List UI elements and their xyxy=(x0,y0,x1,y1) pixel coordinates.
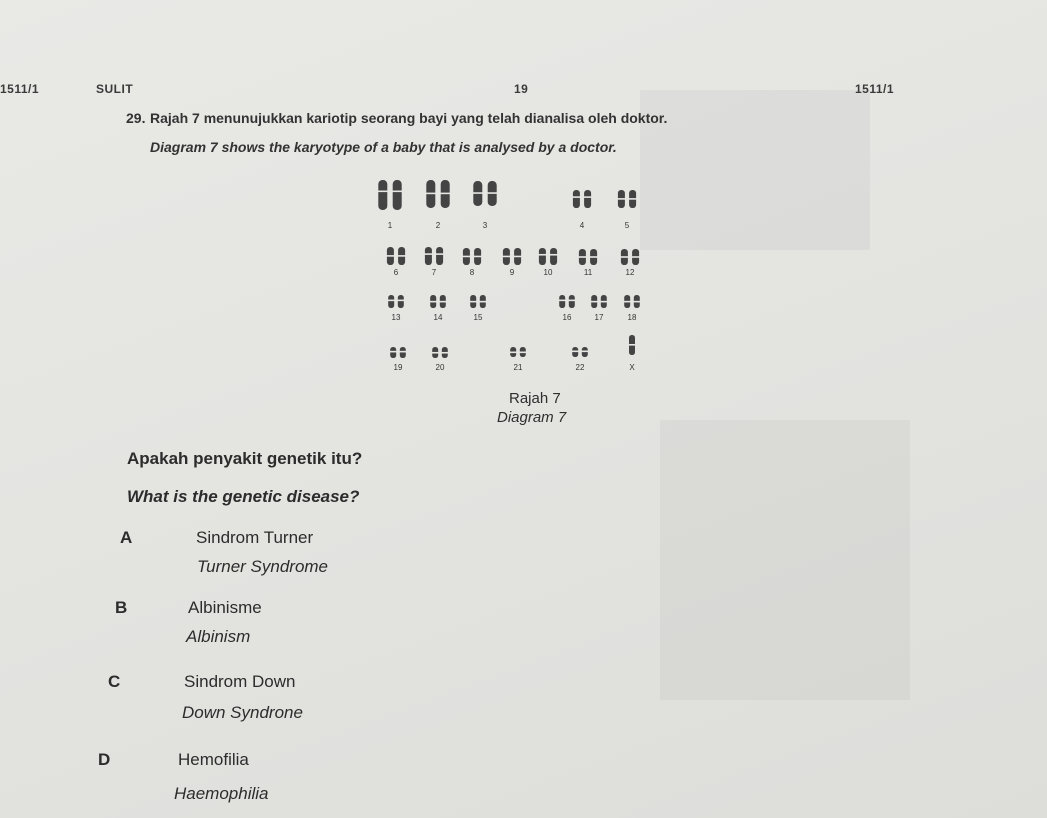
centromere xyxy=(629,344,636,346)
figure-caption-english: Diagram 7 xyxy=(497,409,567,426)
option-text-english: Turner Syndrome xyxy=(197,557,329,576)
chromosome-label: 7 xyxy=(431,268,437,277)
chromatid-1 xyxy=(425,247,432,265)
centromere xyxy=(462,256,470,258)
chromosome-label: 22 xyxy=(575,363,585,372)
centromere xyxy=(591,301,598,303)
chromosome-label: 16 xyxy=(562,313,572,322)
chromosome-1 xyxy=(378,180,402,210)
question-number: 29. xyxy=(126,110,146,126)
chromosome-label: 1 xyxy=(387,221,393,230)
chromosome-22 xyxy=(572,347,589,357)
centromere xyxy=(378,191,388,193)
centromere xyxy=(440,193,450,195)
option-text-malay: Sindrom Turner xyxy=(196,528,314,547)
chromosome-3 xyxy=(473,181,497,206)
chromatid-2 xyxy=(584,190,591,208)
chromatid-2 xyxy=(393,180,402,210)
centromere xyxy=(474,256,482,258)
chromatid-2 xyxy=(569,295,575,308)
chromosome-label: 2 xyxy=(435,221,441,230)
centromere xyxy=(581,351,588,353)
chromosome-label: 3 xyxy=(482,221,488,230)
centromere xyxy=(624,301,631,303)
chromosome-label: 14 xyxy=(433,313,443,322)
chromatid-1 xyxy=(388,295,394,308)
chromatid-1 xyxy=(573,190,580,208)
centromere xyxy=(620,256,628,258)
chromosome-label: 13 xyxy=(391,313,401,322)
option-letter: D xyxy=(98,750,111,769)
header-status: SULIT xyxy=(96,82,134,96)
centromere xyxy=(436,253,444,255)
centromere xyxy=(572,351,579,353)
chromatid-2 xyxy=(400,347,406,358)
chromosome-13 xyxy=(388,295,405,308)
centromere xyxy=(390,351,397,353)
centromere xyxy=(388,300,395,302)
bleed-through-shade xyxy=(640,90,870,250)
chromosome-label: 17 xyxy=(594,313,604,322)
centromere xyxy=(519,352,526,354)
centromere xyxy=(550,254,558,256)
centromere xyxy=(487,192,497,194)
centromere xyxy=(633,301,640,303)
chromosome-5 xyxy=(617,190,636,208)
centromere xyxy=(439,301,446,303)
chromatid-2 xyxy=(436,247,443,265)
figure-caption-malay: Rajah 7 xyxy=(509,390,561,407)
prompt-malay: Apakah penyakit genetik itu? xyxy=(127,449,363,468)
centromere xyxy=(399,351,406,353)
option-text-malay: Albinisme xyxy=(188,598,262,617)
chromatid-2 xyxy=(550,248,557,265)
chromosome-8 xyxy=(462,248,481,265)
centromere xyxy=(510,352,517,354)
centromere xyxy=(629,198,637,200)
option-text-english: Haemophilia xyxy=(174,784,269,803)
centromere xyxy=(502,256,510,258)
chromosome-7 xyxy=(424,247,443,265)
option-text-malay: Sindrom Down xyxy=(184,672,296,691)
centromere xyxy=(430,301,437,303)
chromosome-label: 8 xyxy=(469,268,475,277)
chromosome-label: 19 xyxy=(393,363,403,372)
bleed-through-shade xyxy=(660,420,910,700)
centromere xyxy=(426,193,436,195)
chromosome-x xyxy=(629,335,636,355)
centromere xyxy=(432,352,439,354)
centromere xyxy=(559,300,566,302)
centromere xyxy=(538,254,546,256)
option-text-english: Albinism xyxy=(186,627,251,646)
chromosome-21 xyxy=(510,347,527,357)
centromere xyxy=(617,198,625,200)
chromatid-1 xyxy=(390,347,396,358)
centromere xyxy=(578,256,586,258)
chromosome-20 xyxy=(432,347,449,358)
chromosome-label: 12 xyxy=(625,268,635,277)
centromere xyxy=(441,352,448,354)
chromosome-label: 4 xyxy=(579,221,585,230)
chromosome-label: 9 xyxy=(509,268,515,277)
chromosome-17 xyxy=(591,295,608,308)
centromere xyxy=(600,301,607,303)
option-letter: B xyxy=(115,598,128,617)
chromosome-label: 6 xyxy=(393,268,399,277)
chromosome-19 xyxy=(390,347,407,358)
chromosome-label: 11 xyxy=(583,268,593,277)
header-left-code: 1511/1 xyxy=(0,82,40,96)
page-number: 19 xyxy=(514,82,529,96)
option-letter: A xyxy=(120,528,133,547)
centromere xyxy=(470,301,477,303)
chromosome-label: 5 xyxy=(624,221,630,230)
option-text-english: Down Syndrone xyxy=(182,703,303,722)
centromere xyxy=(568,300,575,302)
centromere xyxy=(590,256,598,258)
chromosome-12 xyxy=(620,249,639,265)
centromere xyxy=(397,300,404,302)
prompt-english: What is the genetic disease? xyxy=(127,487,360,506)
chromosome-2 xyxy=(426,180,450,208)
chromatid-1 xyxy=(539,248,546,265)
chromosome-16 xyxy=(559,295,576,308)
chromosome-label: 18 xyxy=(627,313,637,322)
centromere xyxy=(424,253,432,255)
question-text-english: Diagram 7 shows the karyotype of a baby that is analysed by a doctor. xyxy=(150,139,617,155)
karyotype-diagram xyxy=(372,175,672,380)
chromatid-1 xyxy=(559,295,565,308)
chromosome-label: 15 xyxy=(473,313,483,322)
centromere xyxy=(584,196,592,198)
centromere xyxy=(473,192,483,194)
chromosome-label: X xyxy=(629,363,635,372)
centromere xyxy=(398,255,406,257)
chromatid-1 xyxy=(378,180,387,210)
centromere xyxy=(632,256,640,258)
chromosome-11 xyxy=(578,249,597,265)
centromere xyxy=(514,256,522,258)
chromosome-15 xyxy=(470,295,487,308)
centromere xyxy=(479,301,486,303)
header-right-code: 1511/1 xyxy=(855,82,895,96)
question-text-malay: Rajah 7 menunujukkan kariotip seorang bayi yang telah dianalisa oleh doktor. xyxy=(150,110,668,126)
chromosome-4 xyxy=(572,190,591,208)
chromosome-9 xyxy=(502,248,521,265)
centromere xyxy=(386,255,394,257)
chromosome-10 xyxy=(538,248,557,265)
chromosome-label: 21 xyxy=(513,363,523,372)
option-text-malay: Hemofilia xyxy=(178,750,249,769)
chromosome-14 xyxy=(430,295,447,308)
chromosome-18 xyxy=(624,295,641,308)
chromosome-label: 10 xyxy=(543,268,553,277)
centromere xyxy=(572,196,580,198)
chromosome-label: 20 xyxy=(435,363,445,372)
option-letter: C xyxy=(108,672,121,691)
centromere xyxy=(392,191,402,193)
chromosome-6 xyxy=(386,247,405,265)
chromatid-2 xyxy=(398,295,404,308)
